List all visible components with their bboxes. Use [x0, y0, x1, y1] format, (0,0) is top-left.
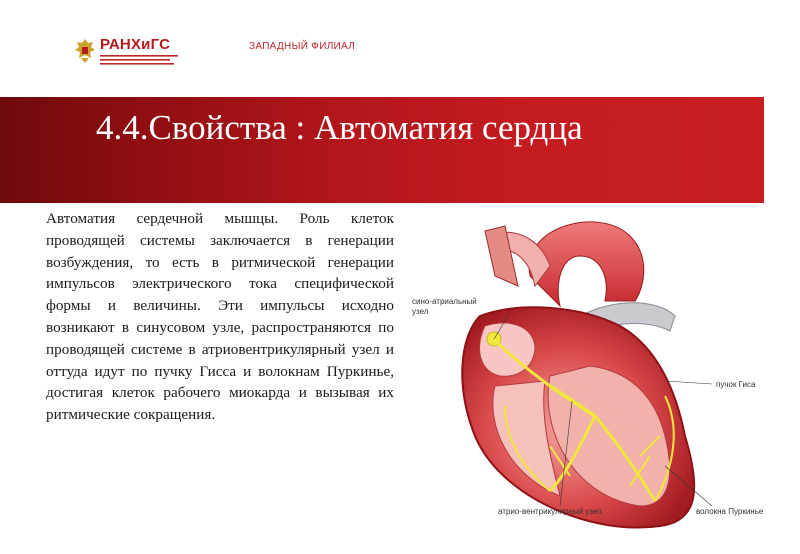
slide-title: 4.4.Свойства : Автоматия сердца: [96, 108, 583, 147]
label-sa-node-line2: узел: [412, 307, 429, 316]
label-av-node: атрио-вентрикулярный узел: [498, 507, 602, 516]
label-bundle-his: пучок Гиса: [716, 380, 756, 389]
label-sa-node-line1: сино-атриальный: [412, 297, 477, 306]
heart-conduction-diagram: [400, 206, 800, 546]
logo-subtitle-lines: [100, 54, 180, 66]
eagle-emblem-icon: [74, 38, 96, 64]
label-purkinje: волокна Пуркинье: [696, 507, 764, 516]
branch-label: ЗАПАДНЫЙ ФИЛИАЛ: [249, 41, 356, 52]
logo-text: РАНХиГС: [100, 36, 171, 53]
slide-body-text: Автоматия сердечной мышцы. Роль клеток проводящей системы заключается в генерации возбуждения, то есть в ритмической генерации импульсов электрического тока специфической формы и величины. Эти импульсы исходно возникают в синусовом узле, распространяются по проводящей системе в атриовентрикулярный узел и оттуда идут по пучку Гисса и волокнам Пуркинье, достигая клеток рабочего миокарда и вызывая их ритмические сокращения.: [46, 210, 394, 424]
ranepa-logo: [74, 36, 184, 70]
heart-illustration: [400, 206, 800, 546]
